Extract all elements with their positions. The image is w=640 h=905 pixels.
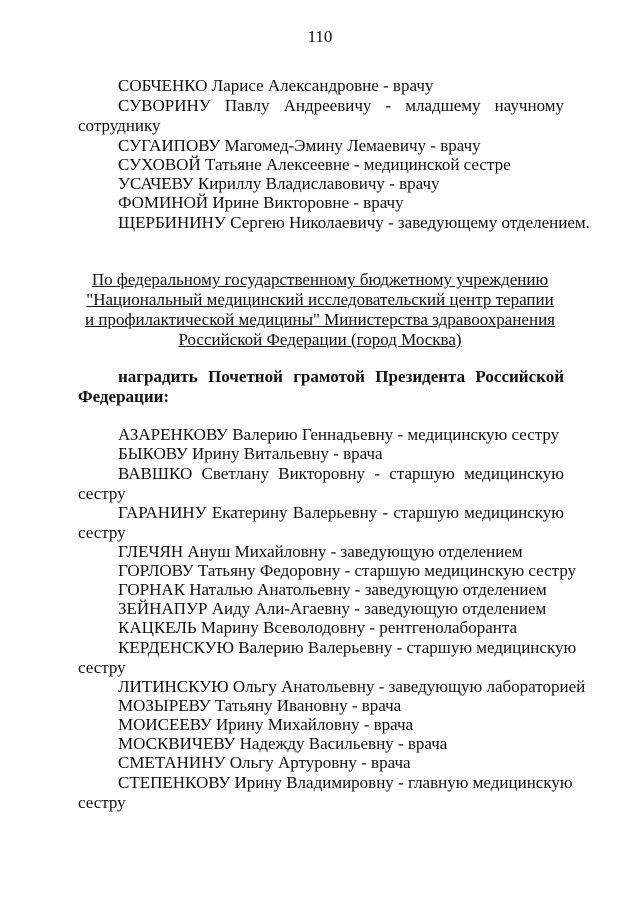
list-item: ГОРНАК Наталью Анатольевну - заведующую отделением (118, 580, 547, 599)
list-item: ЛИТИНСКУЮ Ольгу Анатольевну - заведующую лабораторией (118, 677, 586, 696)
list-item: ГОРЛОВУ Татьяну Федоровну - старшую медицинскую сестру (118, 561, 577, 580)
list-item: МОЗЫРЕВУ Татьяну Ивановну - врача (118, 696, 402, 715)
list-item-continuation: сестру (78, 523, 126, 542)
award-statement-continuation: Федерации: (78, 387, 170, 406)
list-item: КЕРДЕНСКУЮ Валерию Валерьевну - старшую медицинскую (118, 638, 577, 657)
list-item: БЫКОВУ Ирину Витальевну - врача (118, 444, 383, 463)
list-item: СУВОРИНУ Павлу Андреевичу - младшему научному (118, 96, 564, 115)
list-item: ФОМИНОЙ Ирине Викторовне - врачу (118, 193, 404, 212)
list-item: СУХОВОЙ Татьяне Алексеевне - медицинской сестре (118, 155, 511, 174)
list-item: ГЛЕЧЯН Ануш Михайловну - заведующую отделением (118, 542, 523, 561)
institution-heading-line: По федеральному государственному бюджетному учреждению (91, 270, 549, 289)
list-item: УСАЧЕВУ Кириллу Владиславовичу - врачу (118, 174, 440, 193)
list-item: СМЕТАНИНУ Ольгу Артуровну - врача (118, 753, 411, 772)
list-item: ЩЕРБИНИНУ Сергею Николаевичу - заведующему отделением. (118, 213, 590, 232)
list-item: СУГАИПОВУ Магомед-Эмину Лемаевичу - врачу (118, 136, 481, 155)
list-item: СТЕПЕНКОВУ Ирину Владимировну - главную медицинскую (118, 773, 573, 792)
list-item: ВАВШКО Светлану Викторовну - старшую медицинскую (118, 464, 564, 483)
list-item: СОБЧЕНКО Ларисе Александровне - врачу (118, 76, 434, 95)
institution-heading-line: Российской Федерации (город Москва) (178, 330, 462, 349)
page-number: 110 (307, 27, 333, 46)
list-item: МОИСЕЕВУ Ирину Михайловну - врача (118, 715, 414, 734)
list-item: КАЦКЕЛЬ Марину Всеволодовну - рентгенолаборанта (118, 618, 518, 637)
institution-heading-line: и профилактической медицины" Министерства здравоохранения (85, 310, 555, 329)
list-item-continuation: сестру (78, 793, 126, 812)
list-item: АЗАРЕНКОВУ Валерию Геннадьевну - медицинскую сестру (118, 425, 560, 444)
list-item: МОСКВИЧЕВУ Надежду Васильевну - врача (118, 734, 448, 753)
list-item-continuation: сестру (78, 658, 126, 677)
institution-heading-line: "Национальный медицинский исследовательский центр терапии (86, 290, 554, 309)
list-item-continuation: сотруднику (78, 116, 161, 135)
award-statement: наградить Почетной грамотой Президента Российской (118, 367, 564, 386)
list-item-continuation: сестру (78, 484, 126, 503)
list-item: ГАРАНИНУ Екатерину Валерьевну - старшую медицинскую (118, 503, 564, 522)
list-item: ЗЕЙНАПУР Аиду Али-Агаевну - заведующую отделением (118, 599, 547, 618)
